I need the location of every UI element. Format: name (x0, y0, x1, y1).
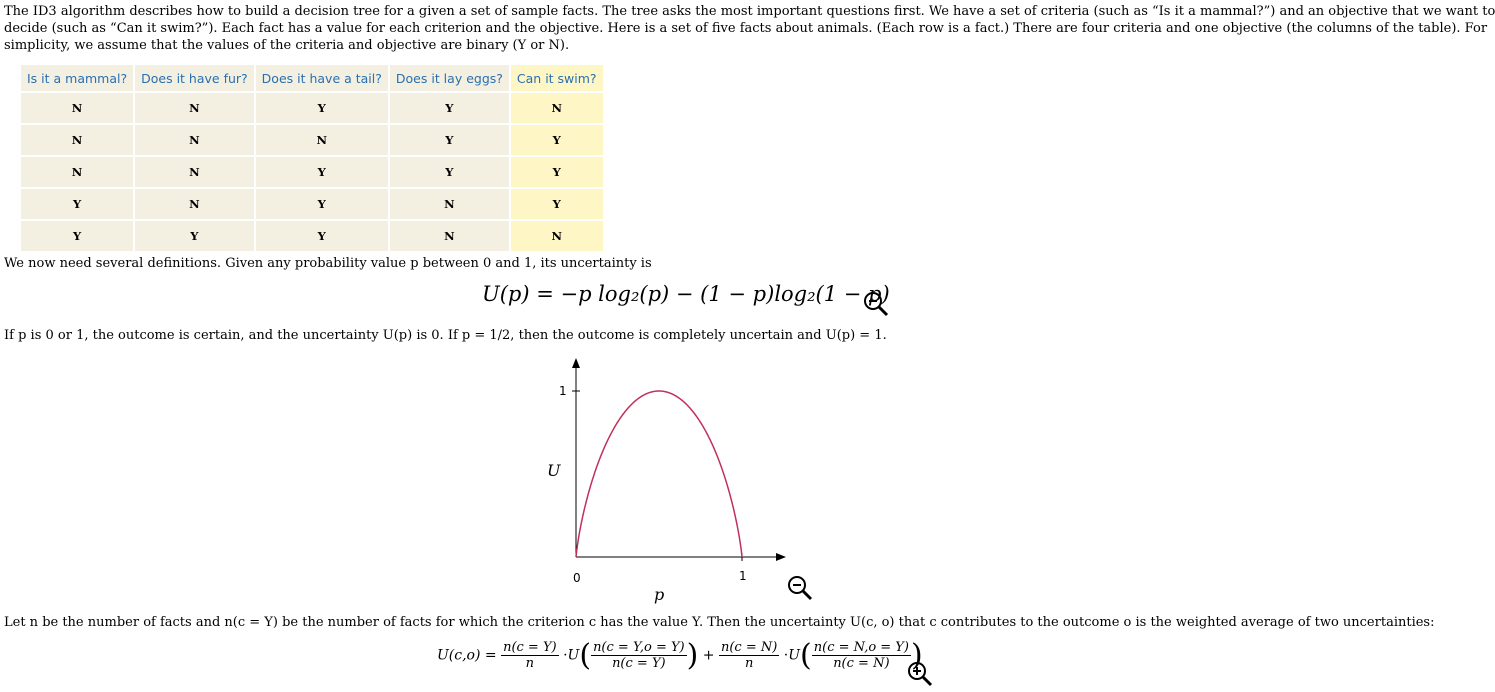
u-function: U (567, 647, 580, 664)
objective-cell: Y (511, 189, 603, 219)
weighted-uncertainty-formula: U(c,o) = $\frac{n(c = Y)}{n}$ ·U( $\frac{n(c = Y,o = Y)}{n(c = Y)}$ ) + $\frac{n(c = N)}{n}$ ·U( $\frac{n(c = N,o = Y)}{n(c = N)}$ ) (437, 638, 923, 673)
table-cell: Y (135, 221, 254, 251)
zoom-in-icon[interactable] (906, 660, 934, 692)
table-cell: N (21, 93, 133, 123)
objective-cell: Y (511, 157, 603, 187)
objective-cell: Y (511, 125, 603, 155)
y-axis-label: U (547, 461, 561, 480)
table-cell: Y (21, 221, 133, 251)
table-cell: Y (390, 157, 509, 187)
intro-paragraph (4, 3, 1495, 54)
definitions-text: We now need several definitions. Given any probability value p between 0 and 1, its uncertainty is (4, 256, 652, 271)
formula-lhs: U(c,o) = (437, 647, 497, 664)
x-axis-arrow (776, 553, 786, 561)
column-header: Does it lay eggs? (390, 65, 509, 91)
column-header: Is it a mammal? (21, 65, 133, 91)
certainty-text: If p is 0 or 1, the outcome is certain, and the uncertainty U(p) is 0. If p = 1/2, then the outcome is completely uncertain and U(p) = 1. (4, 328, 887, 343)
objective-cell: N (511, 221, 603, 251)
table-cell: N (135, 125, 254, 155)
fraction: $\frac{n(c = Y)}{n}$ (503, 640, 557, 671)
plus-sign: + (702, 647, 715, 664)
table-cell: Y (390, 93, 509, 123)
table-cell: Y (390, 125, 509, 155)
table-row (21, 221, 603, 251)
uncertainty-formula: U(p) = −p log₂(p) − (1 − p)log₂(1 − p) (482, 282, 890, 306)
intro-line-2: decide (such as “Can it swim?”). Each fact has a value for each criterion and the objective. Here is a set of five facts about animals. (Each row is a fact.) There are four criteria and one objective (the columns of the table). For (4, 21, 1488, 36)
table-row (21, 189, 603, 219)
table-cell: N (135, 189, 254, 219)
y-axis-arrow (572, 358, 580, 368)
table-cell: Y (256, 157, 388, 187)
table-cell: N (135, 93, 254, 123)
table-cell: N (390, 221, 509, 251)
zoom-out-icon[interactable] (862, 290, 890, 322)
weighted-average-text: Let n be the number of facts and n(c = Y) be the number of facts for which the criterion c has the value Y. Then the uncertainty U(c, o) that c contributes to the outcome o is the weighted average of two uncertainties: (4, 615, 1435, 630)
table-cell: Y (256, 189, 388, 219)
table-cell: Y (256, 221, 388, 251)
fraction: $\frac{n(c = N)}{n}$ (720, 640, 778, 671)
table-cell: N (390, 189, 509, 219)
y-tick-label: 1 (559, 384, 567, 398)
table-cell: Y (256, 93, 388, 123)
column-header: Does it have fur? (135, 65, 254, 91)
column-header: Does it have a tail? (256, 65, 388, 91)
zoom-out-icon[interactable] (786, 574, 814, 606)
objective-cell: N (511, 93, 603, 123)
x-tick-label-0: 0 (573, 571, 581, 585)
uncertainty-curve (576, 391, 742, 557)
intro-line-1: The ID3 algorithm describes how to build a decision tree for a given a set of sample facts. The tree asks the most important questions first. We have a set of criteria (such as “Is it a mammal?”) and an objective that we want to (4, 4, 1495, 19)
fraction: $\frac{n(c = N,o = Y)}{n(c = N)}$ (813, 640, 909, 671)
objective-column-header: Can it swim? (511, 65, 603, 91)
table-cell: N (21, 125, 133, 155)
table-row (21, 93, 603, 123)
table-header-row (21, 65, 603, 91)
uncertainty-graph (530, 352, 800, 612)
fraction: $\frac{n(c = Y,o = Y)}{n(c = Y)}$ (593, 640, 685, 671)
table-row (21, 125, 603, 155)
x-axis-label: p (654, 585, 665, 604)
table-cell: N (135, 157, 254, 187)
facts-table (19, 63, 605, 253)
table-cell: N (256, 125, 388, 155)
u-function: U (788, 647, 801, 664)
table-cell: N (21, 157, 133, 187)
table-row (21, 157, 603, 187)
x-tick-label-1: 1 (739, 569, 747, 583)
intro-line-3: simplicity, we assume that the values of the criteria and objective are binary (Y or N). (4, 38, 570, 53)
table-cell: Y (21, 189, 133, 219)
